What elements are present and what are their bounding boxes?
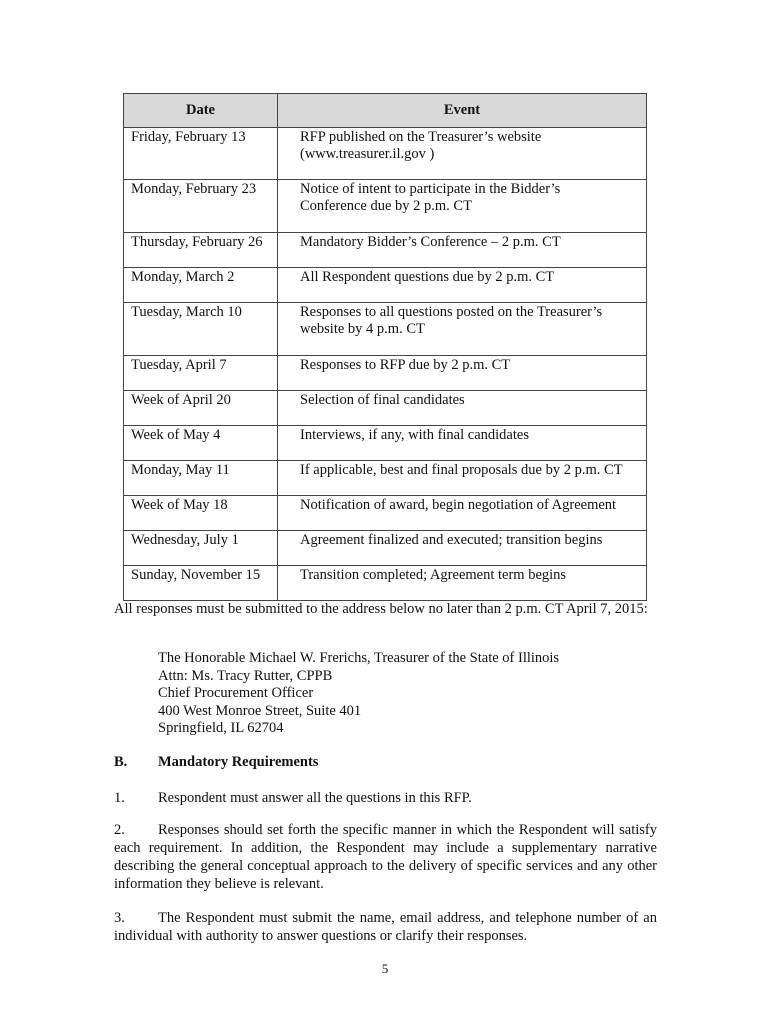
address-line: Attn: Ms. Tracy Rutter, CPPB: [158, 667, 333, 684]
date-cell: Monday, February 23: [124, 180, 278, 233]
event-line: Selection of final candidates: [300, 392, 465, 408]
event-line: Agreement finalized and executed; transition begins: [300, 532, 603, 548]
address-line: The Honorable Michael W. Frerichs, Treasurer of the State of Illinois: [158, 650, 560, 666]
table-row: [124, 426, 647, 461]
date-cell: Week of May 4: [124, 426, 278, 461]
event-cell: [278, 496, 647, 531]
requirement-text: Respondent must answer all the questions in this RFP.: [158, 790, 472, 806]
table-row: [124, 356, 647, 391]
date-column-header: Date: [124, 94, 278, 128]
event-cell: [278, 531, 647, 566]
event-line: Notification of award, begin negotiation of Agreement: [300, 497, 617, 513]
event-cell: [278, 391, 647, 426]
date-cell: Thursday, February 26: [124, 233, 278, 268]
table-row: [124, 233, 647, 268]
event-line: All Respondent questions due by 2 p.m. CT: [300, 269, 555, 285]
event-line: Responses to all questions posted on the Treasurer’s: [300, 304, 603, 320]
event-line: Notice of intent to participate in the Bidder’s: [300, 181, 561, 197]
date-cell: Tuesday, March 10: [124, 303, 278, 356]
event-cell: [278, 303, 647, 356]
event-line: RFP published on the Treasurer’s website: [300, 129, 542, 145]
event-cell: [278, 566, 647, 601]
section-letter: B.: [114, 754, 128, 770]
event-line: Transition completed; Agreement term begins: [300, 567, 567, 583]
requirement-item: [114, 821, 657, 893]
event-line: If applicable, best and final proposals due by 2 p.m. CT: [300, 462, 623, 478]
date-cell: Week of May 18: [124, 496, 278, 531]
table-row: [124, 496, 647, 531]
page-number: 5: [381, 961, 389, 976]
table-row: [124, 461, 647, 496]
table-row: [124, 531, 647, 566]
event-line: website by 4 p.m. CT: [300, 321, 425, 337]
date-cell: Monday, May 11: [124, 461, 278, 496]
requirement-number: 2.: [114, 822, 125, 838]
table-row: [124, 303, 647, 356]
event-cell: [278, 268, 647, 303]
address-line: Springfield, IL 62704: [158, 720, 284, 736]
table-row: [124, 180, 647, 233]
event-line: (www.treasurer.il.gov ): [300, 146, 435, 162]
event-cell: [278, 356, 647, 391]
requirement-text: The Respondent must submit the name, email address, and telephone number of an individual with authority to answer questions or clarify their responses.: [114, 910, 657, 944]
event-cell: [278, 180, 647, 233]
requirement-number: 3.: [114, 910, 125, 926]
event-cell: [278, 426, 647, 461]
date-cell: Week of April 20: [124, 391, 278, 426]
submission-instructions: All responses must be submitted to the address below no later than 2 p.m. CT April 7, 2015:: [114, 601, 648, 617]
address-line: Chief Procurement Officer: [158, 685, 314, 701]
date-cell: Tuesday, April 7: [124, 356, 278, 391]
section-title: Mandatory Requirements: [158, 754, 319, 770]
date-cell: Monday, March 2: [124, 268, 278, 303]
requirement-number: 1.: [114, 790, 125, 806]
schedule-table: [123, 93, 647, 601]
event-line: Interviews, if any, with final candidates: [300, 427, 529, 443]
section-heading: [114, 754, 318, 771]
date-cell: Wednesday, July 1: [124, 531, 278, 566]
table-row: [124, 391, 647, 426]
address-line: 400 West Monroe Street, Suite 401: [158, 702, 362, 719]
event-column-header: Event: [278, 94, 647, 128]
requirement-item: [114, 909, 657, 945]
date-cell: Friday, February 13: [124, 128, 278, 180]
requirement-text: Responses should set forth the specific manner in which the Respondent will satisfy each requirement. In addition, the Respondent may include a supplementary narrative describing the general conceptual approach to the delivery of specific services and any other information they believe is relevant.: [114, 822, 657, 892]
event-cell: [278, 461, 647, 496]
event-cell: [278, 128, 647, 180]
table-row: [124, 268, 647, 303]
date-cell: Sunday, November 15: [124, 566, 278, 601]
event-line: Conference due by 2 p.m. CT: [300, 198, 472, 214]
table-row: [124, 128, 647, 180]
requirement-item: [114, 789, 657, 807]
event-line: Mandatory Bidder’s Conference – 2 p.m. CT: [300, 234, 561, 250]
event-line: Responses to RFP due by 2 p.m. CT: [300, 357, 511, 373]
event-cell: [278, 233, 647, 268]
mailing-address: [158, 650, 559, 738]
table-header-row: [124, 94, 647, 128]
table-row: [124, 566, 647, 601]
